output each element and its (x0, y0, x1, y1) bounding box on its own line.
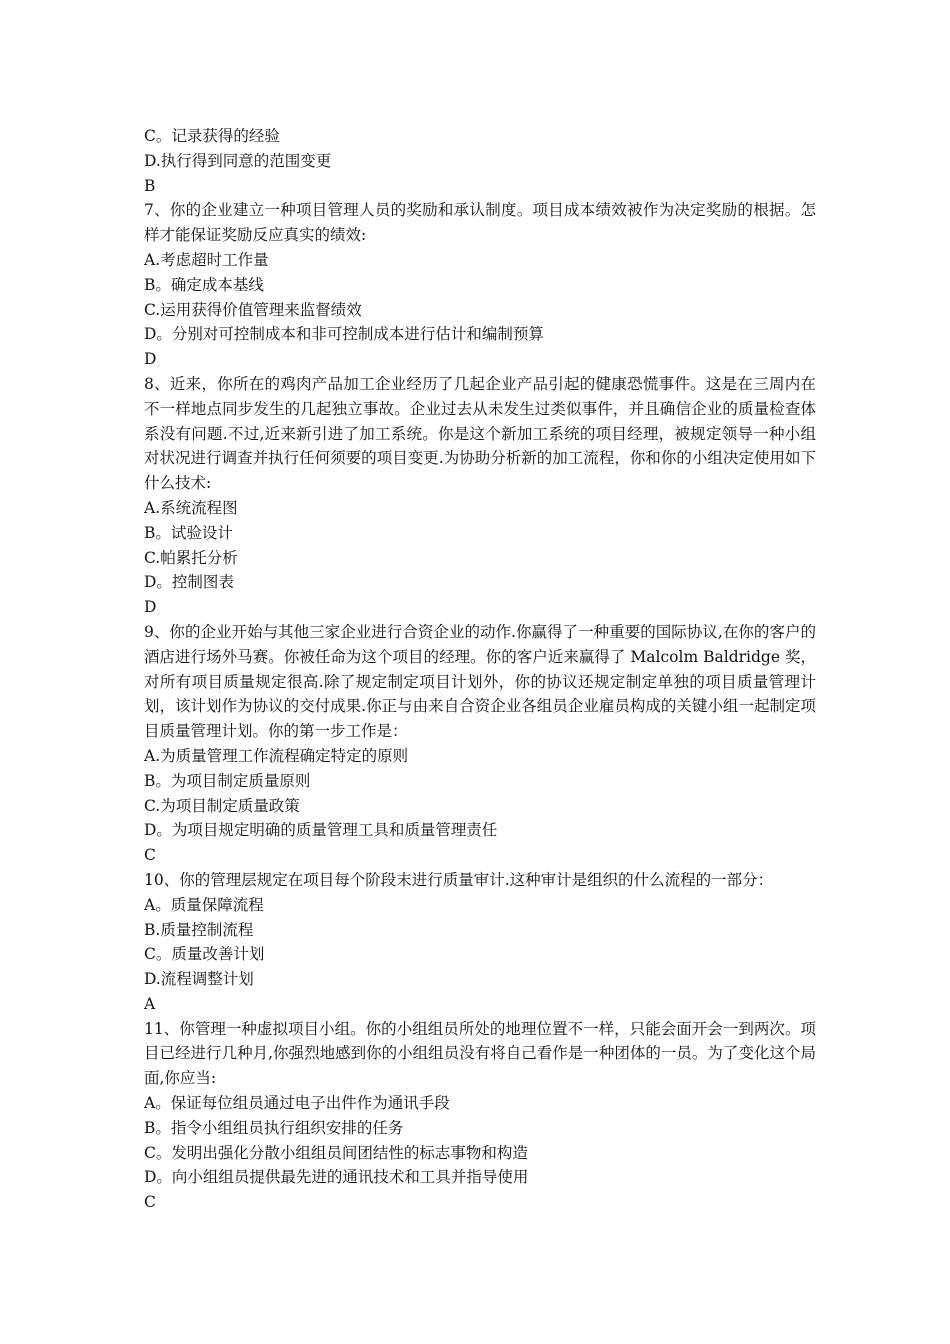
text-paragraph: A.考虑超时工作量 (144, 250, 269, 269)
text-paragraph: 8、近来，你所在的鸡肉产品加工企业经历了几起企业产品引起的健康恐慌事件。这是在三周内在不一样地点同步发生的几起独立事故。企业过去从未发生过类似事件，并且确信企业的质量检查体系没有问题.不过,近来新引进了加工系统。你是这个新加工系统的项目经理，被规定领导一种小组对状况进行调查并执行任何须要的项目变更.为协助分析新的加工流程，你和你的小组决定使用如下什么技术: (144, 374, 816, 493)
text-paragraph: C.帕累托分析 (144, 548, 238, 567)
text-paragraph: C。发明出强化分散小组组员间团结性的标志事物和构造 (144, 1143, 528, 1162)
text-paragraph: C.为项目制定质量政策 (144, 796, 300, 815)
text-paragraph: 10、你的管理层规定在项目每个阶段末进行质量审计.这种审计是组织的什么流程的一部分： (144, 870, 774, 889)
text-paragraph: D (144, 350, 157, 369)
text-paragraph: C (144, 1193, 156, 1212)
document-body (144, 124, 816, 1215)
text-paragraph: A.为质量管理工作流程确定特定的原则 (144, 746, 409, 765)
text-paragraph: D。控制图表 (144, 573, 234, 592)
text-paragraph: 7、你的企业建立一种项目管理人员的奖励和承认制度。项目成本绩效被作为决定奖励的根据。怎样才能保证奖励反应真实的绩效: (144, 201, 816, 245)
text-paragraph: A。质量保障流程 (144, 895, 264, 914)
text-paragraph: D (144, 598, 157, 617)
text-paragraph: 11、你管理一种虚拟项目小组。你的小组组员所处的地理位置不一样，只能会面开会一到两次。项目已经进行几种月,你强烈地感到你的小组组员没有将自己看作是一种团体的一员。为了变化这个局面,你应当: (144, 1019, 816, 1088)
text-paragraph: 9、你的企业开始与其他三家企业进行合资企业的动作.你赢得了一种重要的国际协议,在你的客户的酒店进行场外马赛。你被任命为这个项目的经理。你的客户近来赢得了 Malcolm Baldridge 奖，对所有项目质量规定很高.除了规定制定项目计划外，你的协议还规定制定单独的项目质量管理计划，该计划作为协议的交付成果.你正与由来自合资企业各组员企业雇员构成的关键小组一起制定项目质量管理计划。你的第一步工作是： (144, 622, 816, 741)
text-paragraph: D.流程调整计划 (144, 970, 254, 989)
text-paragraph: C。记录获得的经验 (144, 127, 280, 145)
text-paragraph: B (144, 176, 156, 195)
text-paragraph: A.系统流程图 (144, 498, 238, 517)
text-paragraph: D.执行得到同意的范围变更 (144, 151, 332, 170)
text-paragraph: B。试验设计 (144, 523, 233, 542)
text-paragraph: B。为项目制定质量原则 (144, 771, 311, 790)
text-paragraph: C。质量改善计划 (144, 945, 265, 964)
text-paragraph: A (144, 994, 156, 1013)
text-paragraph: D。为项目规定明确的质量管理工具和质量管理责任 (144, 821, 498, 840)
text-paragraph: C.运用获得价值管理来监督绩效 (144, 300, 362, 319)
text-paragraph: B。指令小组组员执行组织安排的任务 (144, 1118, 404, 1137)
text-paragraph: C (144, 846, 156, 865)
text-paragraph: A。保证每位组员通过电子出件作为通讯手段 (144, 1094, 450, 1113)
text-paragraph: B.质量控制流程 (144, 920, 254, 939)
text-paragraph: D。向小组组员提供最先进的通讯技术和工具并指导使用 (144, 1168, 529, 1187)
text-paragraph: B。确定成本基线 (144, 275, 264, 294)
text-paragraph: D。分别对可控制成本和非可控制成本进行估计和编制预算 (144, 325, 544, 344)
